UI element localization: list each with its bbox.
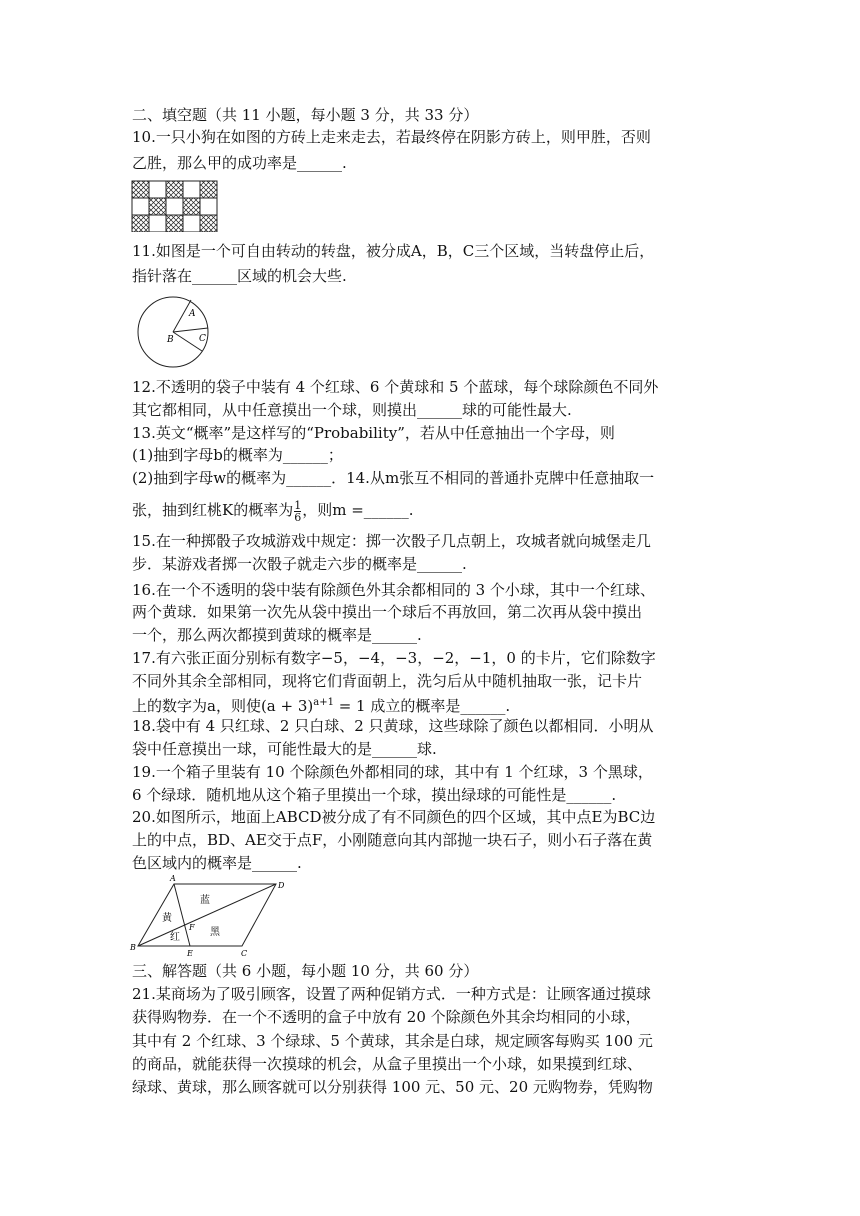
q15-line-1: 15.在一种掷骰子攻城游戏中规定：掷一次骰子几点朝上，攻城者就向城堡走几 bbox=[132, 532, 651, 550]
q13-line-1: 13.英文“概率”是这样写的“Probability”，若从中任意抽出一个字母，则 bbox=[132, 424, 615, 442]
q21-line-2: 获得购物券．在一个不透明的盒子中放有 20 个除颜色外其余均相同的小球， bbox=[132, 1008, 641, 1026]
shaded-tile bbox=[149, 198, 166, 215]
spinner-label-b: B bbox=[167, 335, 174, 345]
q17-text-a: 上的数字为a，则使(a + 3) bbox=[132, 697, 314, 715]
q20-parallelogram-figure bbox=[126, 872, 292, 956]
q10-tile-grid-figure bbox=[131, 180, 219, 232]
q17-exponent: a+1 bbox=[313, 697, 334, 708]
plain-tile bbox=[183, 181, 200, 198]
q12-line-1: 12.不透明的袋子中装有 4 个红球、6 个黄球和 5 个蓝球，每个球除颜色不同外 bbox=[132, 378, 659, 396]
q15-line-2: 步．某游戏者掷一次骰子就走六步的概率是______. bbox=[132, 555, 467, 573]
diagonal-bd bbox=[138, 884, 276, 946]
q21-line-1: 21.某商场为了吸引顾客，设置了两种促销方式．一种方式是：让顾客通过摸球 bbox=[132, 985, 651, 1003]
plain-tile bbox=[183, 215, 200, 232]
q16-line-1: 16.在一个不透明的袋中装有除颜色外其余都相同的 3 个小球，其中一个红球、 bbox=[132, 581, 655, 599]
region-label-yellow: 黄 bbox=[162, 913, 172, 924]
q17-text-b: = 1 成立的概率是______. bbox=[333, 697, 511, 715]
q10-line-1: 10.一只小狗在如图的方砖上走来走去，若最终停在阴影方砖上，则甲胜，否则 bbox=[132, 128, 651, 146]
q14-line-2 bbox=[132, 499, 414, 523]
point-label-c: C bbox=[241, 949, 248, 956]
q10-line-2: 乙胜，那么甲的成功率是______. bbox=[132, 154, 347, 172]
q16-line-3: 一个，那么两次都摸到黄球的概率是______. bbox=[132, 626, 422, 644]
region-label-red: 红 bbox=[170, 932, 180, 943]
q14-text-b: ，则m =______. bbox=[302, 501, 414, 519]
q14-text-a: 张，抽到红桃K的概率为 bbox=[132, 501, 294, 519]
q13-line-3: (2)抽到字母w的概率为______．14.从m张互不相同的普通扑克牌中任意抽取一 bbox=[132, 469, 655, 487]
plain-tile bbox=[149, 181, 166, 198]
section-3-title: 三、解答题（共 6 小题，每小题 10 分，共 60 分） bbox=[132, 962, 479, 980]
q11-line-1: 11.如图是一个可自由转动的转盘，被分成A，B，C三个区域，当转盘停止后， bbox=[132, 242, 655, 260]
q20-line-1: 20.如图所示，地面上ABCD被分成了有不同颜色的四个区域，其中点E为BC边 bbox=[132, 808, 656, 826]
shaded-tile bbox=[200, 215, 217, 232]
fraction-numerator: 1 bbox=[294, 498, 302, 512]
q18-line-2: 袋中任意摸出一球，可能性最大的是______球. bbox=[132, 740, 437, 758]
q21-line-3: 其中有 2 个红球、3 个绿球、5 个黄球，其余是白球，规定顾客每购买 100 元 bbox=[132, 1032, 653, 1050]
q17-line-2: 不同外其余全部相同，现将它们背面朝上，洗匀后从中随机抽取一张，记卡片 bbox=[132, 672, 643, 690]
spinner-label-a: A bbox=[189, 309, 196, 319]
shaded-tile bbox=[166, 181, 183, 198]
shaded-tile bbox=[200, 181, 217, 198]
shaded-tile bbox=[132, 181, 149, 198]
spinner-divider-c bbox=[173, 332, 202, 351]
spinner-label-c: C bbox=[199, 334, 206, 344]
plain-tile bbox=[149, 215, 166, 232]
shaded-tile bbox=[166, 215, 183, 232]
q21-line-5: 绿球、黄球，那么顾客就可以分别获得 100 元、50 元、20 元购物券，凭购物 bbox=[132, 1078, 653, 1096]
region-label-black: 黑 bbox=[210, 927, 220, 938]
q17-line-1: 17.有六张正面分别标有数字−5，−4，−3，−2，−1，0 的卡片，它们除数字 bbox=[132, 649, 656, 667]
plain-tile bbox=[132, 198, 149, 215]
shaded-tile bbox=[132, 215, 149, 232]
plain-tile bbox=[166, 198, 183, 215]
q11-line-2: 指针落在______区域的机会大些. bbox=[132, 267, 347, 285]
q16-line-2: 两个黄球．如果第一次先从袋中摸出一个球后不再放回，第二次再从袋中摸出 bbox=[132, 603, 643, 621]
q14-fraction bbox=[294, 500, 301, 523]
shaded-tile bbox=[183, 198, 200, 215]
point-label-b: B bbox=[130, 943, 136, 952]
section-2-title: 二、填空题（共 11 小题，每小题 3 分，共 33 分） bbox=[132, 106, 479, 124]
point-label-d: D bbox=[278, 881, 285, 890]
region-label-blue: 蓝 bbox=[200, 895, 210, 906]
q13-line-2: (1)抽到字母b的概率为______； bbox=[132, 446, 343, 464]
point-label-f: F bbox=[189, 923, 195, 932]
q20-line-3: 色区域内的概率是______. bbox=[132, 854, 302, 872]
q19-line-2: 6 个绿球．随机地从这个箱子里摸出一个球，摸出绿球的可能性是______. bbox=[132, 786, 617, 804]
q19-line-1: 19.一个箱子里装有 10 个除颜色外都相同的球，其中有 1 个红球，3 个黑球， bbox=[132, 763, 653, 781]
plain-tile bbox=[200, 198, 217, 215]
point-label-a: A bbox=[170, 874, 176, 883]
point-label-e: E bbox=[187, 949, 193, 956]
spinner-divider-bc bbox=[173, 328, 208, 332]
q12-line-2: 其它都相同，从中任意摸出一个球，则摸出______球的可能性最大. bbox=[132, 401, 572, 419]
q20-line-2: 上的中点，BD、AE交于点F，小刚随意向其内部抛一块石子，则小石子落在黄 bbox=[132, 831, 653, 849]
fraction-denominator: 6 bbox=[294, 510, 302, 524]
q11-spinner-figure bbox=[129, 296, 219, 370]
q17-line-3 bbox=[132, 692, 510, 717]
q18-line-1: 18.袋中有 4 只红球、2 只白球、2 只黄球，这些球除了颜色以都相同．小明从 bbox=[132, 717, 654, 735]
q21-line-4: 的商品，就能获得一次摸球的机会，从盒子里摸出一个小球，如果摸到红球、 bbox=[132, 1055, 643, 1073]
